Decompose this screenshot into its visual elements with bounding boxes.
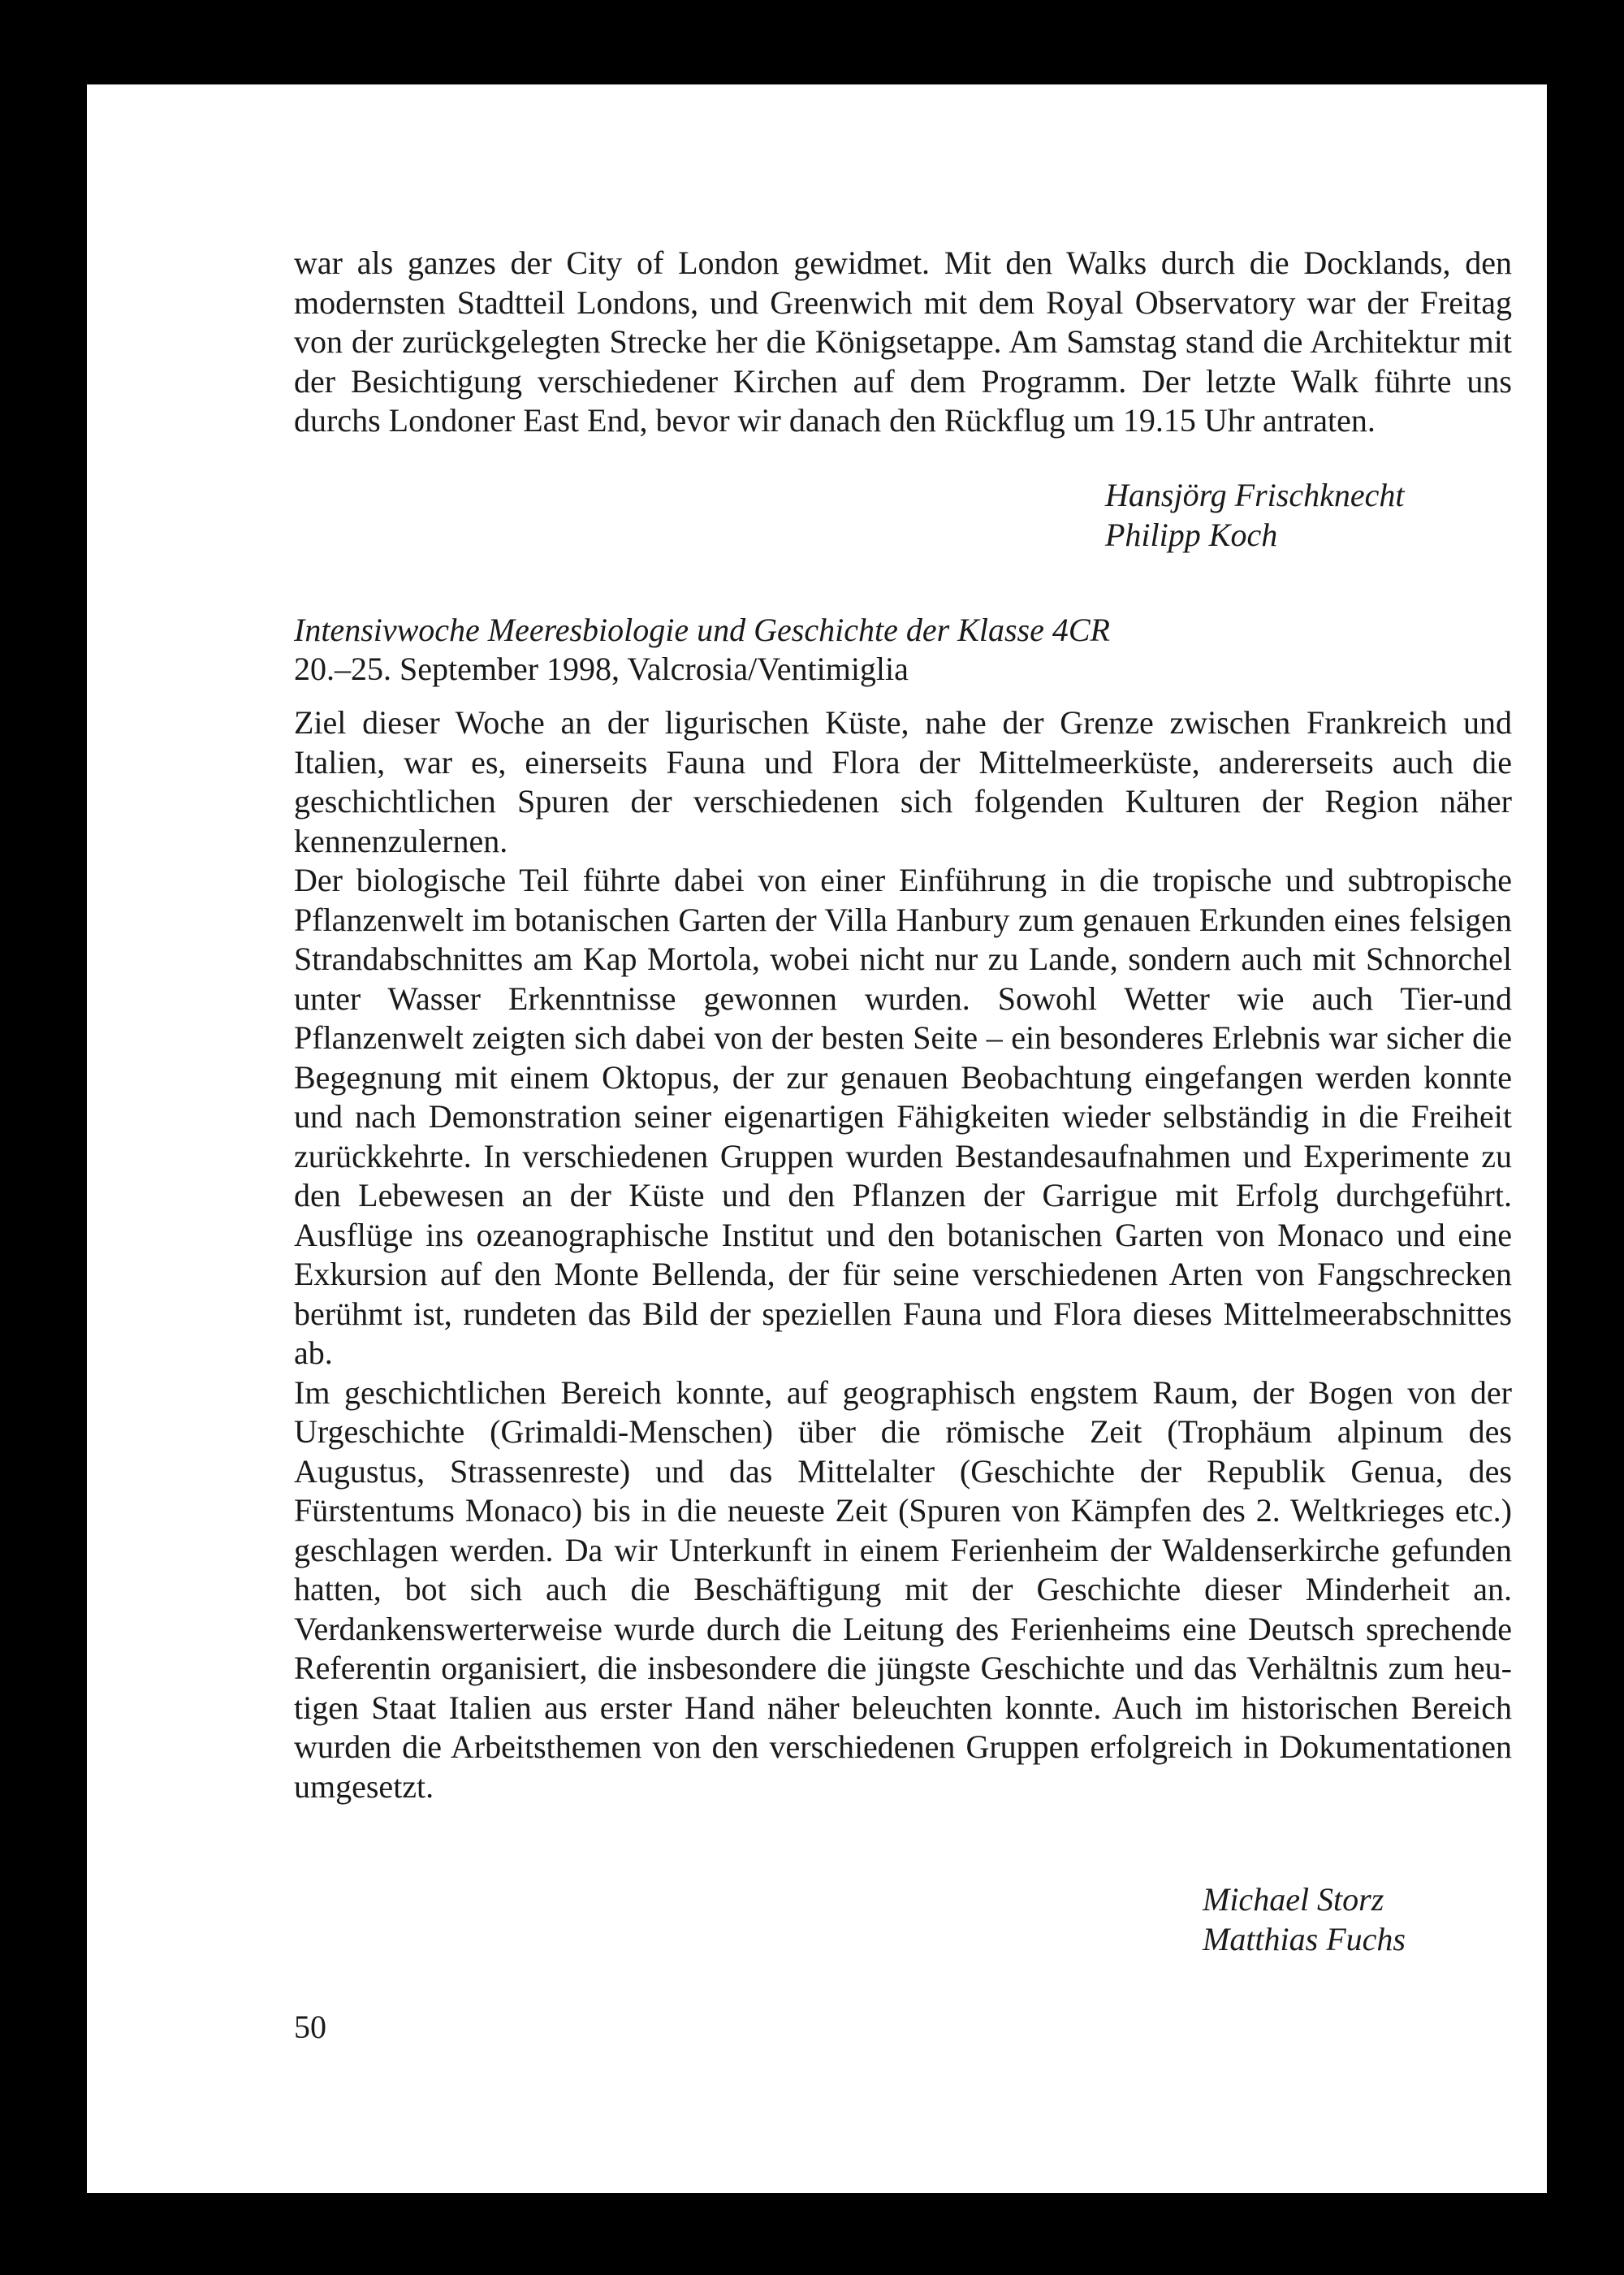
author-name: Philipp Koch bbox=[1105, 516, 1278, 553]
article2-paragraph: Im geschichtlichen Bereich konnte, auf geographisch engstem Raum, der Bogen von der Urgeschichte (Grimaldi-Menschen) über die römische Zeit (Trophäum alpinum des Augustus, Strassenreste) und das Mittelalter (Geschichte der Republik Genua, des Fürstentums Monaco) bis in die neueste Zeit (Spuren von Kämpfen des 2. Weltkrieges etc.) geschlagen werden. Da wir Unterkunft in einem Ferienheim der Waldenserkirche gefunden hatten, bot sich auch die Beschäftigung mit der Geschichte dieser Minderheit an. Verdankenswerterweise wurde durch die Leitung des Ferienheims eine Deutsch sprechende Referentin organisiert, die insbesondere die jüngste Geschichte und das Verhältnis zum heutigen Staat Italien aus erster Hand näher beleuchten konnte. Auch im historischen Bereich wurden die Arbeitsthemen von den verschiedenen Gruppen erfolgreich in Dokumentationen umgesetzt. bbox=[294, 1373, 1512, 1805]
article2-subtitle: 20.–25. September 1998, Valcrosia/Ventimiglia bbox=[294, 651, 909, 687]
article2-signature bbox=[1203, 1880, 1406, 1959]
article2-title: Intensivwoche Meeresbiologie und Geschichte der Klasse 4CR bbox=[294, 612, 1110, 648]
article2-paragraph: Der biologische Teil führte dabei von einer Einführung in die tropische und subtropische Pflanzenwelt im botanischen Garten der Villa Hanbury zum genauen Erkunden eines felsigen Strandabschnittes am Kap Mortola, wobei nicht nur zu Lande, sondern auch mit Schnorchel unter Wasser Erkenntnisse gewonnen wurden. Sowohl Wetter wie auch Tier-und Pflanzenwelt zeigten sich dabei von der besten Seite – ein besonderes Erlebnis war sicher die Begegnung mit einem Oktopus, der zur genauen Beobachtung eingefangen werden konnte und nach Demonstration seiner eigenartigen Fähigkeiten wieder selbständig in die Freiheit zurückkehrte. In verschiedenen Gruppen wurden Bestandesaufnahmen und Experimente zu den Lebewesen an der Küste und den Pflanzen der Garrigue mit Erfolg durchgeführt. Ausflüge ins ozeanographische Institut und den botanischen Garten von Monaco und eine Exkursion auf den Monte Bellenda, der für seine verschiedenen Arten von Fangschrecken berühmt ist, rundeten das Bild der speziellen Fauna und Flora dieses Mittelmeerabschnittes ab. bbox=[294, 862, 1512, 1371]
article2-body bbox=[294, 703, 1512, 1806]
author-name: Hansjörg Frischknecht bbox=[1105, 477, 1405, 513]
article1-signature bbox=[1105, 476, 1404, 555]
document-page bbox=[87, 84, 1547, 2193]
article2-heading bbox=[294, 611, 1512, 689]
page-number: 50 bbox=[294, 2009, 326, 2045]
author-name: Matthias Fuchs bbox=[1203, 1920, 1406, 1957]
article1-paragraph: war als ganzes der City of London gewidmet. Mit den Walks durch die Docklands, den modernsten Stadtteil Londons, und Greenwich mit dem Royal Observatory war der Freitag von der zurückgelegten Strecke her die Königsetappe. Am Samstag stand die Architektur mit der Besichtigung verschiedener Kirchen auf dem Programm. Der letzte Walk führte uns durchs Londoner East End, bevor wir danach den Rückflug um 19.15 Uhr antraten. bbox=[294, 244, 1512, 439]
article2-paragraph: Ziel dieser Woche an der ligurischen Küste, nahe der Grenze zwischen Frankreich und Italien, war es, einerseits Fauna und Flora der Mittelmeerküste, andererseits auch die geschichtlichen Spuren der verschiedenen sich folgenden Kulturen der Region näher kennenzulernen. bbox=[294, 704, 1512, 859]
author-name: Michael Storz bbox=[1203, 1881, 1384, 1918]
